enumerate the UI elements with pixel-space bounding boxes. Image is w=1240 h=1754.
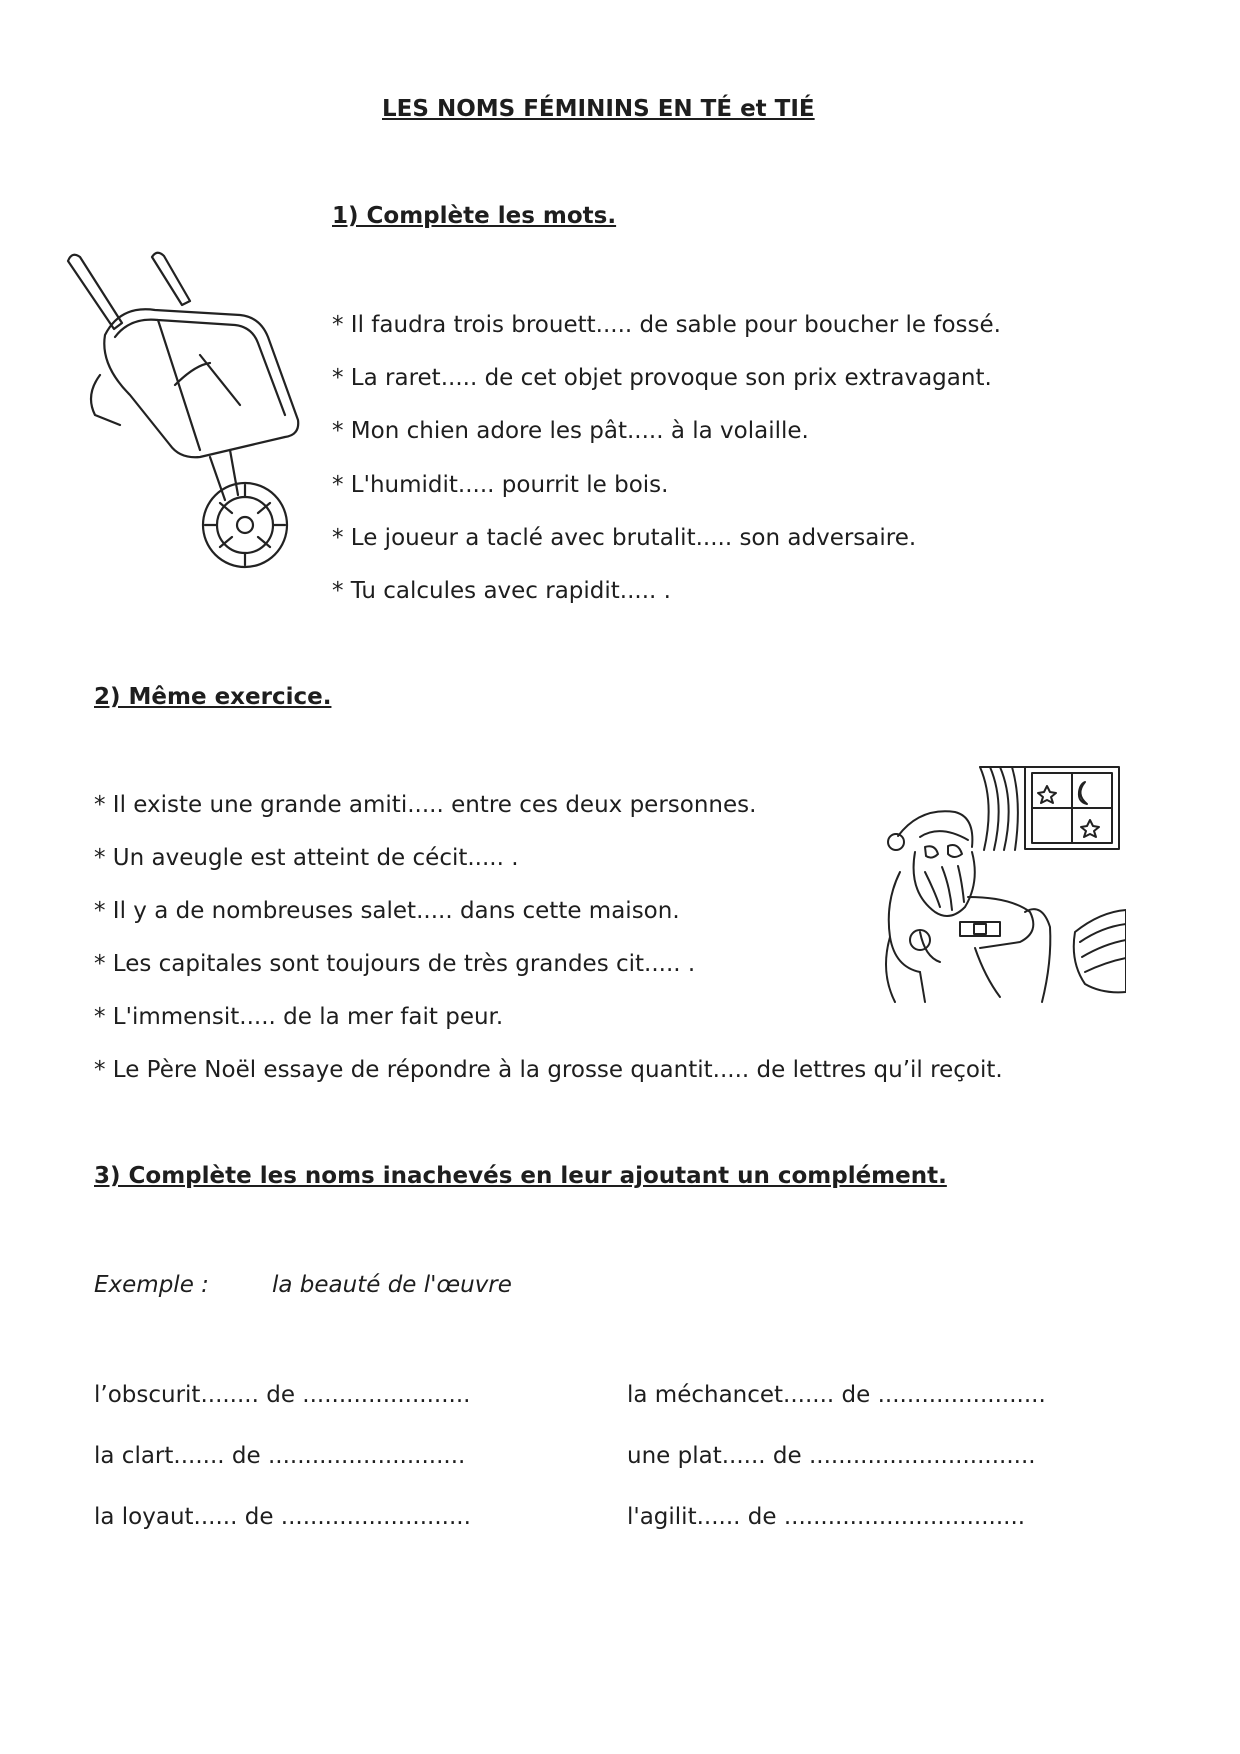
completion-item-left-2: la clart....... de ........................... <box>94 1443 466 1469</box>
santa-claus-illustration <box>880 762 1126 1008</box>
sentence-1-6: * Tu calcules avec rapidit..... . <box>332 578 671 604</box>
sentence-2-3: * Il y a de nombreuses salet..... dans cette maison. <box>94 898 680 924</box>
sentence-1-4: * L'humidit..... pourrit le bois. <box>332 472 669 498</box>
sentence-1-3: * Mon chien adore les pât..... à la volaille. <box>332 418 809 444</box>
example-text: la beauté de l'œuvre <box>272 1272 512 1298</box>
sentence-2-5: * L'immensit..... de la mer fait peur. <box>94 1004 504 1030</box>
completion-item-left-1: l’obscurit........ de ....................... <box>94 1382 471 1408</box>
completion-item-left-3: la loyaut...... de .......................... <box>94 1504 471 1530</box>
sentence-2-4: * Les capitales sont toujours de très grandes cit..... . <box>94 951 696 977</box>
sentence-1-5: * Le joueur a taclé avec brutalit..... son adversaire. <box>332 525 917 551</box>
sentence-2-6: * Le Père Noël essaye de répondre à la grosse quantit..... de lettres qu’il reçoit. <box>94 1057 1003 1083</box>
wheelbarrow-illustration <box>60 245 310 575</box>
example-label: Exemple : <box>94 1272 209 1298</box>
exercise-1-heading: 1) Complète les mots. <box>332 203 617 229</box>
sentence-2-1: * Il existe une grande amiti..... entre ces deux personnes. <box>94 792 757 818</box>
exercise-3-heading: 3) Complète les noms inachevés en leur ajoutant un complément. <box>94 1163 947 1189</box>
page-title: LES NOMS FÉMININS EN TÉ et TIÉ <box>382 96 815 122</box>
completion-item-right-1: la méchancet....... de ....................... <box>627 1382 1046 1408</box>
sentence-1-2: * La raret..... de cet objet provoque son prix extravagant. <box>332 365 992 391</box>
completion-item-right-3: l'agilit...... de ................................. <box>627 1504 1026 1530</box>
sentence-1-1: * Il faudra trois brouett..... de sable pour boucher le fossé. <box>332 312 1001 338</box>
sentence-2-2: * Un aveugle est atteint de cécit..... . <box>94 845 519 871</box>
exercise-2-heading: 2) Même exercice. <box>94 684 332 710</box>
completion-item-right-2: une plat...... de ............................... <box>627 1443 1036 1469</box>
